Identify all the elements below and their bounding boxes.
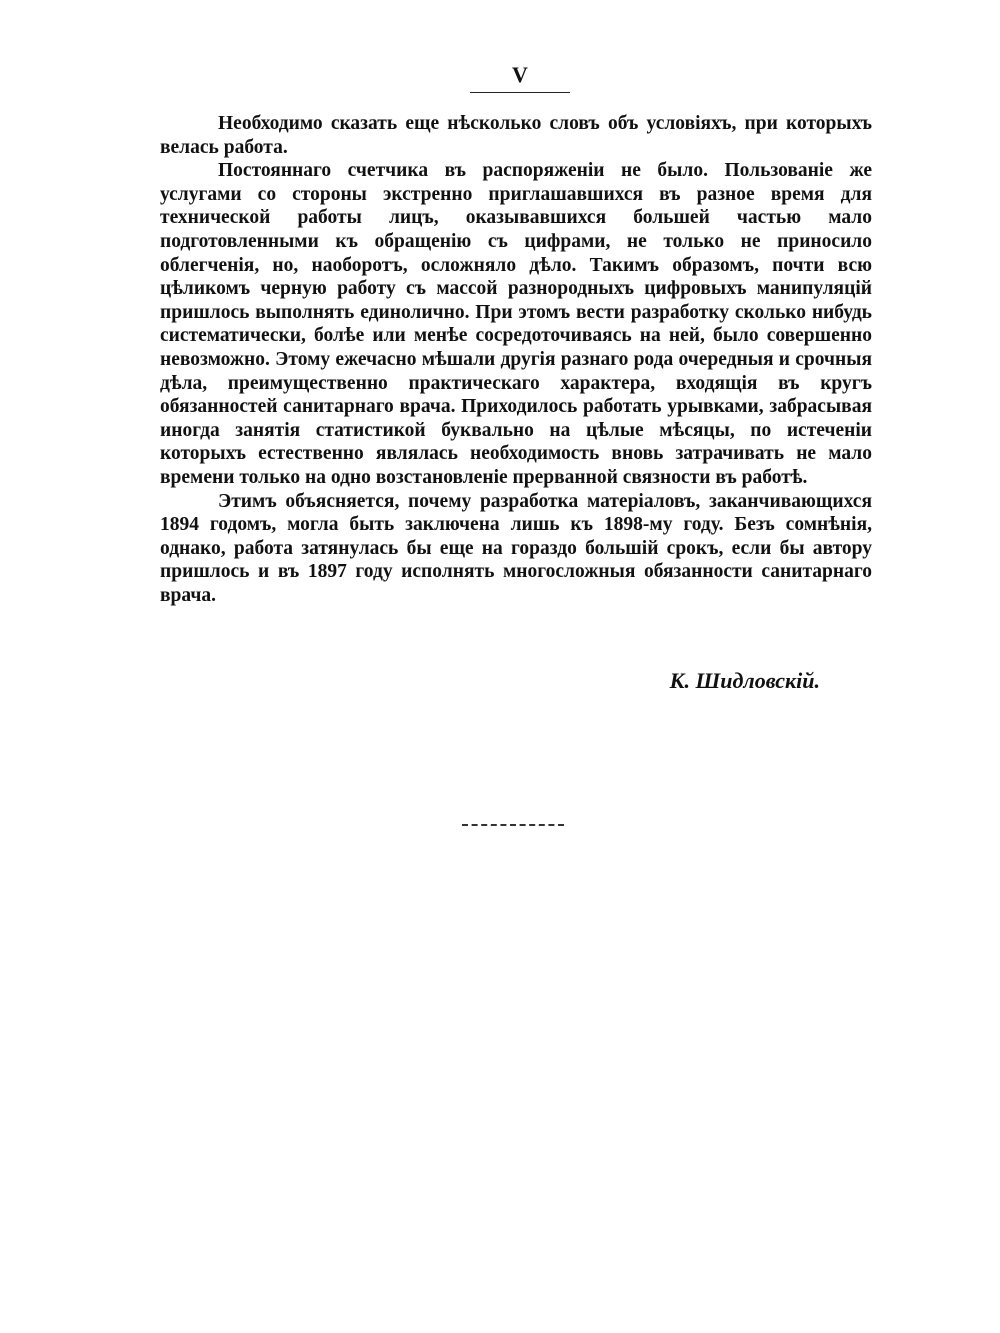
- paragraph-2: Постояннаго счетчика въ распоряженіи не было. Пользованіе же услугами со стороны экстренно приглашавшихся въ разное время для техничеcкой работы лицъ, оказывавшихся большей частью мало подготовленными къ обращенію съ цифрами, не только не приносило облегченія, но, наоборотъ, осложняло дѣло. Такимъ образомъ, почти всю цѣликомъ черную работу съ массой разнородныхъ цифровыхъ манипуляцій пришлось выполнять единолично. При этомъ вести разработку сколько нибудь систематически, болѣе или менѣе сосредоточиваясь на ней, было совершенно невозможно. Этому ежечасно мѣшали другія разнаго рода очередныя и срочныя дѣла, преимущественно практическаго характера, входящія въ кругъ обязанностей санитарнаго врача. Приходилось работать урывками, забрасывая иногда занятія статистикой буквально на цѣлые мѣсяцы, по истеченіи которыхъ естественно являлась необходимость вновь затрачивать не мало времени только на одно возстановленіе прерванной связности въ работѣ.: [160, 160, 872, 488]
- paragraph-3: Этимъ объясняется, почему разработка матеріаловъ, заканчивающихся 1894 годомъ, могла быть заключена лишь къ 1898-му году. Безъ сомнѣнія, однако, работа затянулась бы еще на гораздо большій срокъ, если бы автору пришлось и въ 1897 году исполнять многосложныя обязанности санитарнаго врача.: [160, 490, 872, 606]
- page-number-rule: [470, 92, 570, 93]
- paragraph-1: Необходимо сказать еще нѣсколько словъ объ условіяхъ, при которыхъ велась работа.: [160, 113, 872, 158]
- end-rule: [462, 824, 564, 826]
- page-number: V: [512, 62, 528, 87]
- signature: К. Шидловскій.: [669, 668, 820, 693]
- text-block: [160, 112, 872, 607]
